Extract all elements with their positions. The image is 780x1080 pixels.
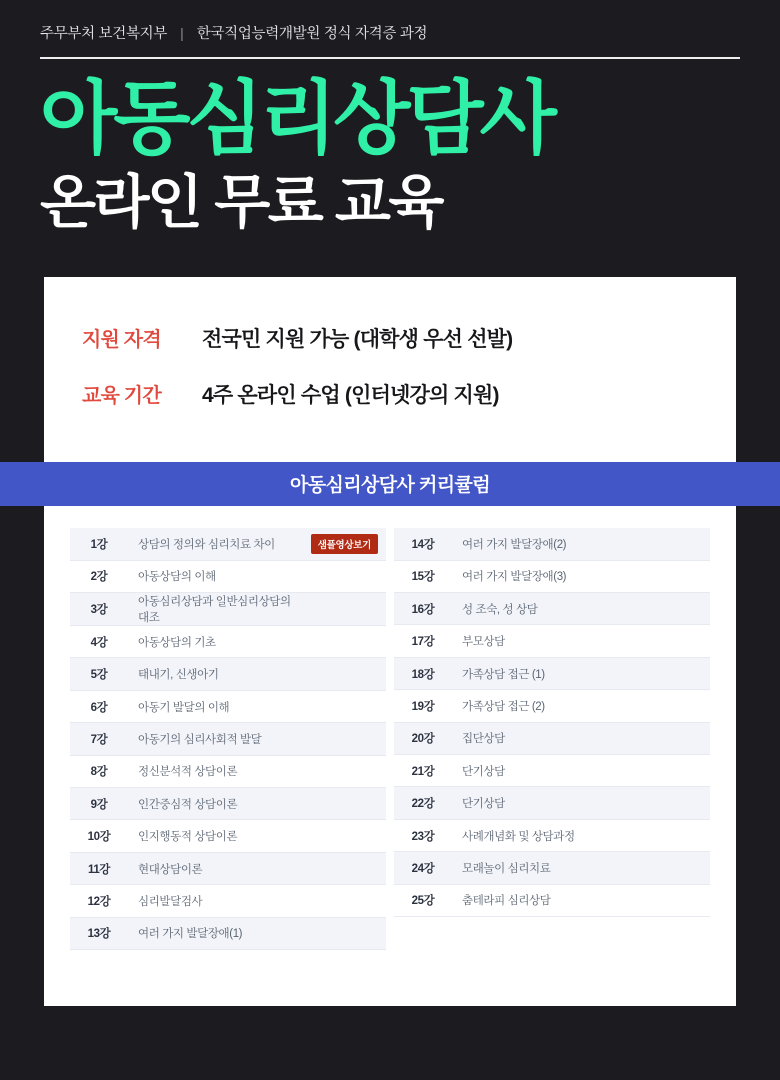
lecture-number: 17강 <box>394 625 452 657</box>
table-row <box>70 820 386 852</box>
table-row <box>394 819 710 851</box>
curriculum-banner-label: 아동심리상담사 커리큘럼 <box>290 475 490 497</box>
lecture-number: 14강 <box>394 528 452 560</box>
table-row <box>70 852 386 884</box>
table-row <box>70 560 386 592</box>
lecture-title: 아동심리상담과 일반심리상담의 대조 <box>128 593 386 626</box>
lecture-number: 19강 <box>394 690 452 722</box>
lecture-title: 현대상담이론 <box>128 852 386 884</box>
lecture-title: 사례개념화 및 상담과정 <box>452 819 710 851</box>
curriculum-banner <box>0 462 780 506</box>
info-row <box>44 379 736 409</box>
lecture-number: 20강 <box>394 722 452 754</box>
info-value-duration: 4주 온라인 수업 (인터넷강의 지원) <box>202 383 499 407</box>
lecture-title: 가족상담 접근 (1) <box>452 657 710 689</box>
lecture-title: 집단상담 <box>452 722 710 754</box>
lecture-number: 22강 <box>394 787 452 819</box>
lecture-title: 심리발달검사 <box>128 885 386 917</box>
curriculum-column-left <box>70 528 386 950</box>
lecture-number: 21강 <box>394 755 452 787</box>
table-row <box>70 755 386 787</box>
table-row <box>70 658 386 690</box>
table-row <box>394 593 710 625</box>
sample-video-button[interactable]: 샘플영상보기 <box>311 534 378 554</box>
curriculum-grid <box>70 528 710 950</box>
table-row <box>394 528 710 560</box>
lecture-title: 여러 가지 발달장애(1) <box>128 917 386 949</box>
lecture-number: 16강 <box>394 593 452 625</box>
table-row <box>394 884 710 916</box>
curriculum-table-right <box>394 528 710 949</box>
authority-text: 주무부처 보건복지부 <box>40 26 168 42</box>
table-row <box>394 787 710 819</box>
table-row-empty <box>394 916 710 948</box>
table-row <box>394 690 710 722</box>
header-separator: | <box>180 24 184 41</box>
lecture-number: 3강 <box>70 593 128 626</box>
table-row <box>70 723 386 755</box>
headline-main: 아동심리상담사 <box>40 74 553 163</box>
table-row <box>70 690 386 722</box>
table-row <box>70 528 386 560</box>
header-strip <box>0 0 780 43</box>
table-row <box>70 885 386 917</box>
lecture-title: 가족상담 접근 (2) <box>452 690 710 722</box>
header-divider <box>40 57 740 59</box>
lecture-title: 단기상담 <box>452 755 710 787</box>
curriculum-table-left <box>70 528 386 950</box>
lecture-number: 9강 <box>70 788 128 820</box>
lecture-title: 여러 가지 발달장애(2) <box>452 528 710 560</box>
info-row <box>44 323 736 353</box>
table-row <box>394 755 710 787</box>
lecture-title: 인지행동적 상담이론 <box>128 820 386 852</box>
info-card <box>44 277 736 462</box>
table-row <box>394 560 710 592</box>
lecture-number: 23강 <box>394 819 452 851</box>
lecture-title: 아동기의 심리사회적 발달 <box>128 723 386 755</box>
lecture-title: 부모상담 <box>452 625 710 657</box>
table-row <box>70 593 386 626</box>
lecture-number: 24강 <box>394 852 452 884</box>
curriculum-column-right <box>394 528 710 950</box>
lecture-number: 7강 <box>70 723 128 755</box>
table-row <box>70 626 386 658</box>
lecture-title: 아동기 발달의 이해 <box>128 690 386 722</box>
table-row <box>70 788 386 820</box>
lecture-number: 4강 <box>70 626 128 658</box>
lecture-title: 인간중심적 상담이론 <box>128 788 386 820</box>
lecture-number: 11강 <box>70 852 128 884</box>
headline-block <box>0 59 780 235</box>
curriculum-card <box>44 506 736 1006</box>
lecture-number: 8강 <box>70 755 128 787</box>
lecture-title: 정신분석적 상담이론 <box>128 755 386 787</box>
lecture-number: 2강 <box>70 560 128 592</box>
lecture-title: 여러 가지 발달장애(3) <box>452 560 710 592</box>
lecture-number: 12강 <box>70 885 128 917</box>
lecture-title: 태내기, 신생아기 <box>128 658 386 690</box>
lecture-number: 5강 <box>70 658 128 690</box>
lecture-title: 단기상담 <box>452 787 710 819</box>
info-label-duration: 교육 기간 <box>82 385 161 408</box>
table-row <box>394 625 710 657</box>
lecture-number: 13강 <box>70 917 128 949</box>
lecture-title: 상담의 정의와 심리치료 차이 샘플영상보기 <box>128 528 386 560</box>
info-label-eligibility: 지원 자격 <box>82 329 161 352</box>
lecture-number: 6강 <box>70 690 128 722</box>
lecture-title: 춤테라피 심리상담 <box>452 884 710 916</box>
table-row <box>394 722 710 754</box>
lecture-number: 15강 <box>394 560 452 592</box>
info-value-eligibility: 전국민 지원 가능 (대학생 우선 선발) <box>202 327 513 351</box>
lecture-title: 성 조숙, 성 상담 <box>452 593 710 625</box>
lecture-title: 아동상담의 기초 <box>128 626 386 658</box>
lecture-number: 25강 <box>394 884 452 916</box>
lecture-number: 10강 <box>70 820 128 852</box>
table-row <box>70 917 386 949</box>
lecture-title: 아동상담의 이해 <box>128 560 386 592</box>
lecture-number: 18강 <box>394 657 452 689</box>
table-row <box>394 852 710 884</box>
accreditation-text: 한국직업능력개발원 정식 자격증 과정 <box>196 26 428 42</box>
headline-sub: 온라인 무료 교육 <box>40 170 442 235</box>
table-row <box>394 657 710 689</box>
lecture-title: 모래놀이 심리치료 <box>452 852 710 884</box>
lecture-number: 1강 <box>70 528 128 560</box>
